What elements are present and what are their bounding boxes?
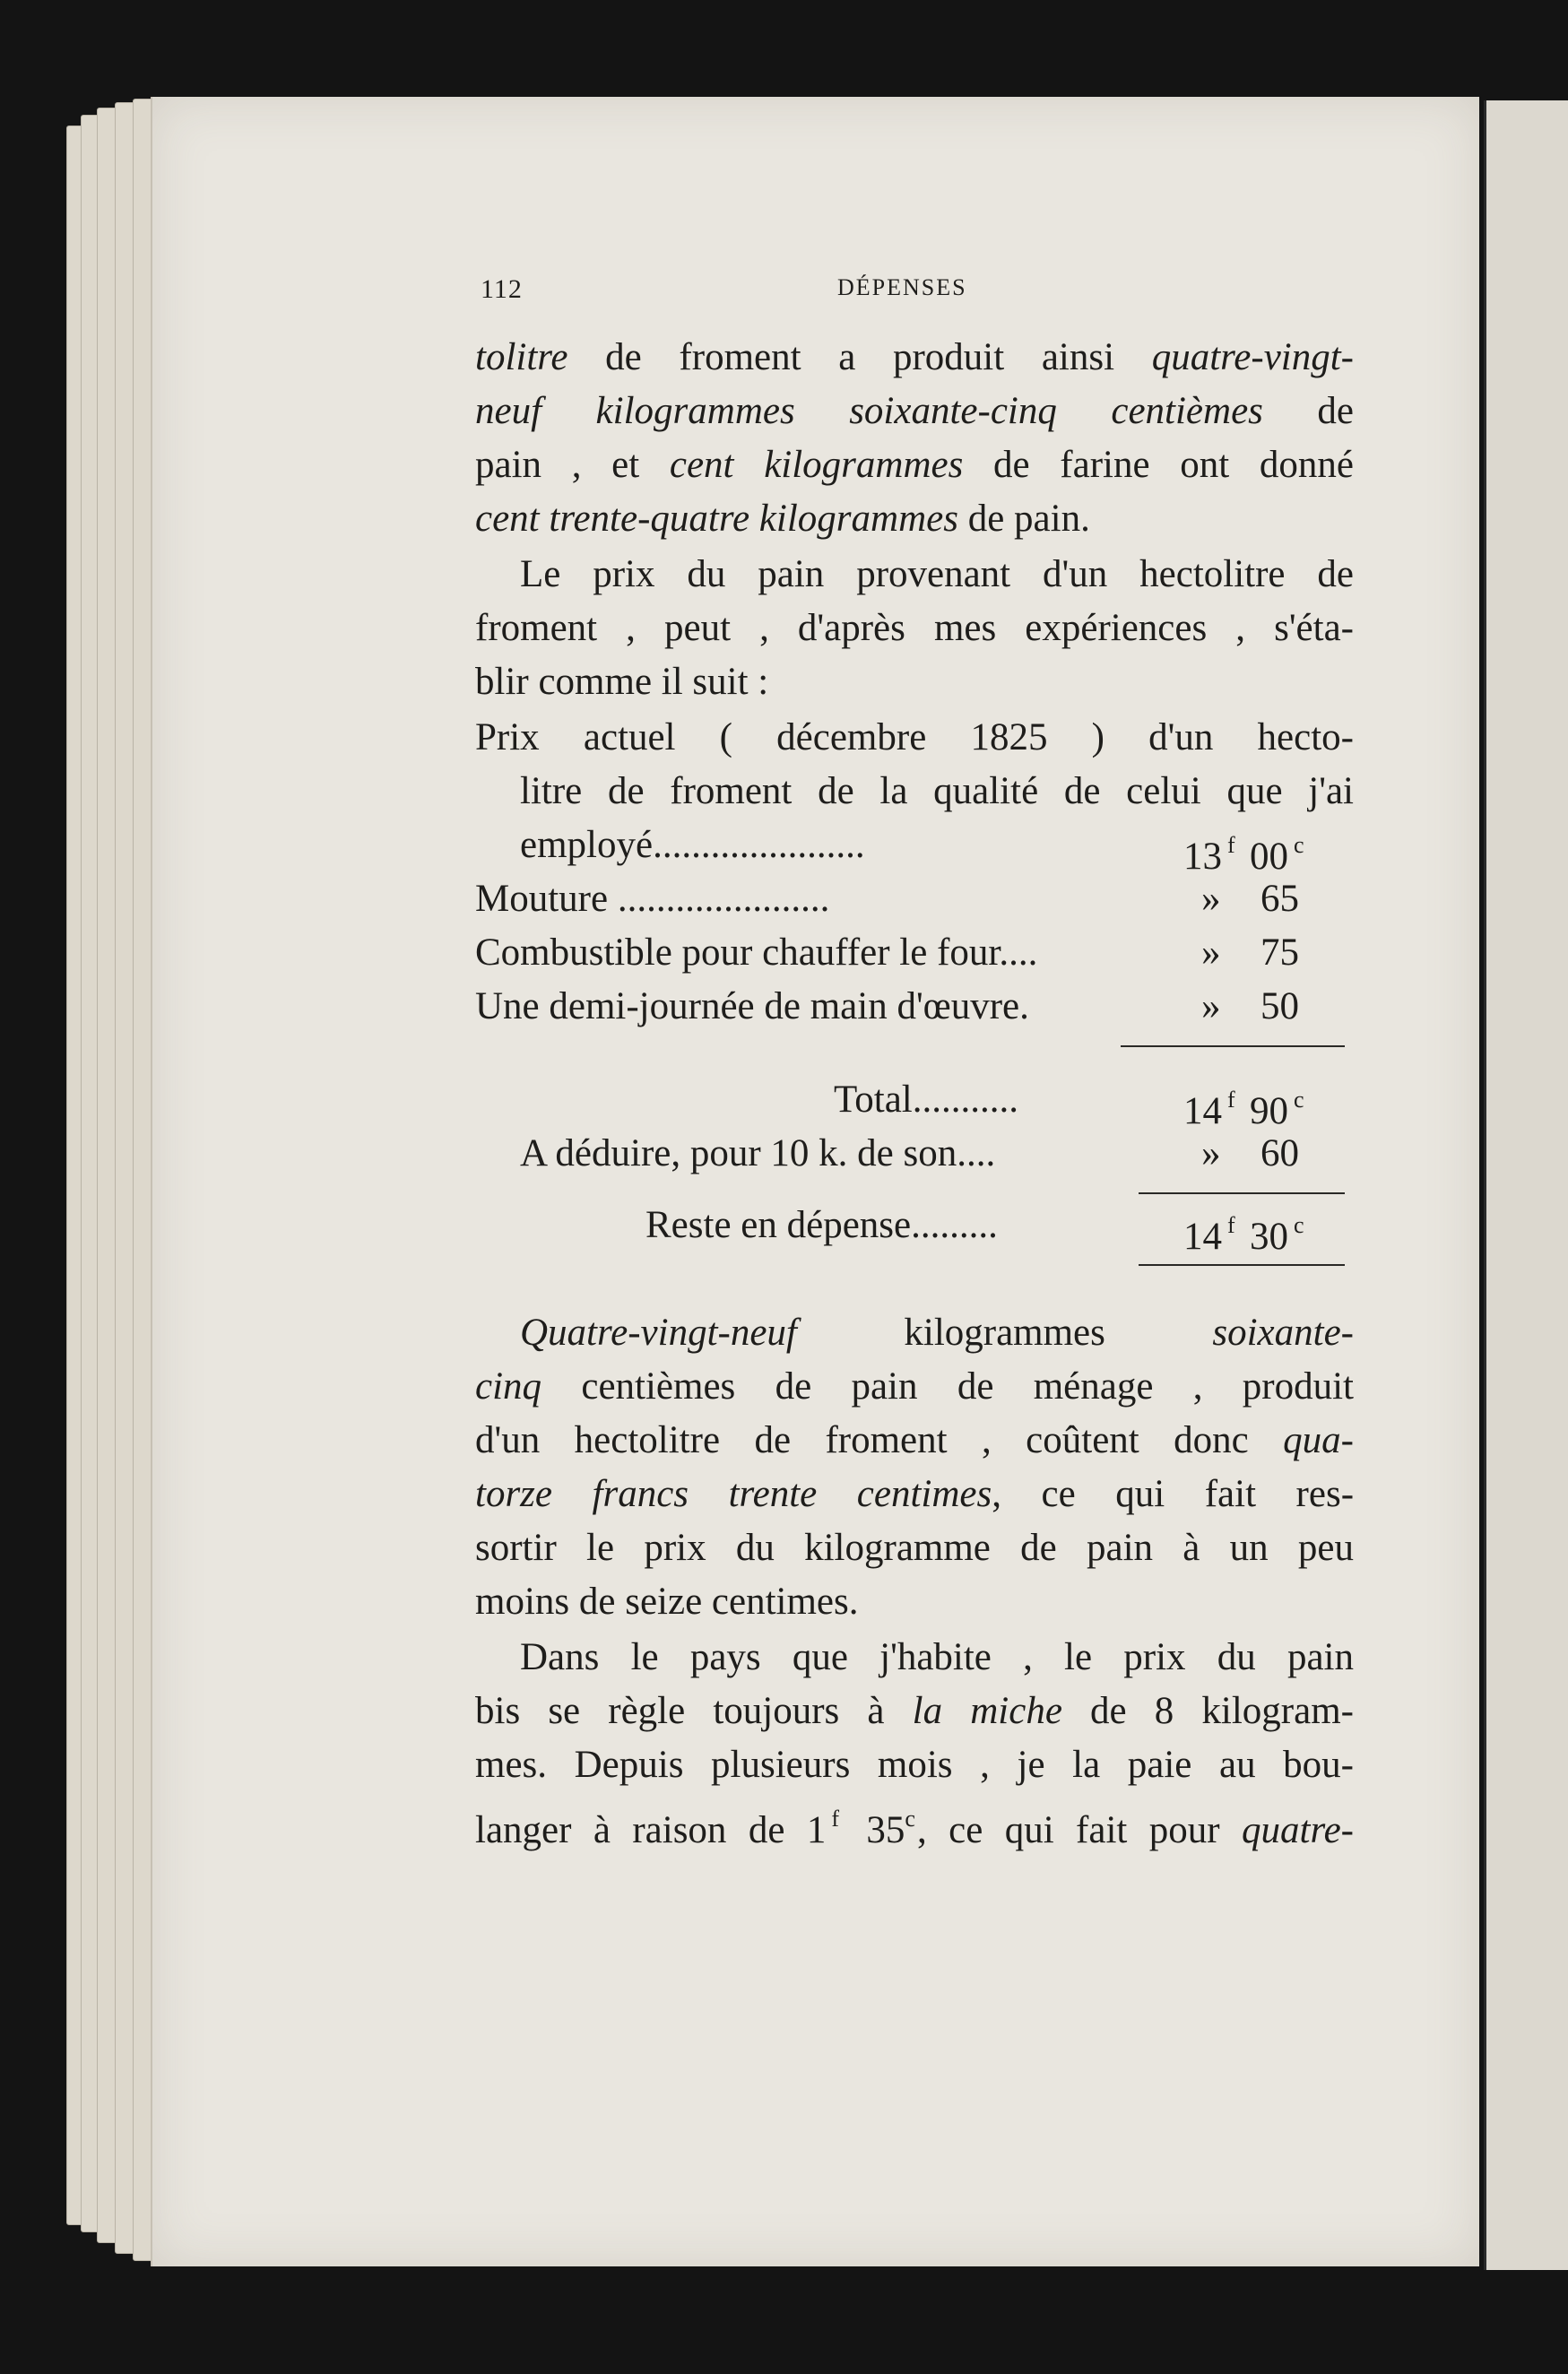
sum-rule bbox=[1121, 1045, 1345, 1047]
text-line: moins de seize centimes. bbox=[475, 1581, 859, 1623]
text-line: tolitre de froment a produit ainsi quatre-vingt- bbox=[475, 336, 1354, 378]
text-line: neuf kilogrammes soixante-cinq centièmes de bbox=[475, 390, 1354, 432]
text-line: froment , peut , d'après mes expériences , s'éta- bbox=[475, 607, 1354, 649]
text-line: bis se règle toujours à la miche de 8 kilogram- bbox=[475, 1690, 1354, 1732]
table-intro-line: Prix actuel ( décembre 1825 ) d'un hecto- bbox=[475, 716, 1354, 758]
deduct-row: A déduire, pour 10 k. de son.... » 60 bbox=[520, 1132, 1299, 1174]
sum-rule bbox=[1139, 1192, 1345, 1194]
running-header bbox=[475, 269, 1354, 314]
table-row: employé...................... 13 $^f$ 00 $^c$ bbox=[520, 824, 1304, 878]
running-title: DÉPENSES bbox=[837, 274, 967, 300]
facing-page-edge bbox=[1484, 100, 1568, 2270]
text-line: cent trente-quatre kilogrammes de pain. bbox=[475, 498, 1090, 540]
table-row: Combustible pour chauffer le four.... » 75 bbox=[475, 931, 1299, 974]
text-line: cinq centièmes de pain de ménage , produit bbox=[475, 1365, 1354, 1408]
text-line: mes. Depuis plusieurs mois , je la paie au bou- bbox=[475, 1744, 1354, 1786]
table-intro-line: litre de froment de la qualité de celui que j'ai bbox=[520, 770, 1354, 812]
table-row: Mouture ...................... » 65 bbox=[475, 878, 1299, 920]
text-line: Quatre-vingt-neuf kilogrammes soixante- bbox=[520, 1312, 1354, 1354]
text-line: langer à raison de 1 $^f$ 35$^c$, ce qui fait pour quatre- bbox=[475, 1806, 1354, 1851]
remaining-row: Reste en dépense......... 14 $^f$ 30 $^c$ bbox=[645, 1204, 1304, 1258]
text-line: Dans le pays que j'habite , le prix du pain bbox=[520, 1636, 1354, 1678]
page-number: 112 bbox=[481, 274, 523, 304]
text-line: torze francs trente centimes, ce qui fait res- bbox=[475, 1473, 1355, 1515]
table-row: Une demi-journée de main d'œuvre. » 50 bbox=[475, 985, 1299, 1027]
text-line: d'un hectolitre de froment , coûtent donc qua- bbox=[475, 1419, 1354, 1461]
text-line: Le prix du pain provenant d'un hectolitre de bbox=[520, 553, 1354, 595]
text-line: sortir le prix du kilogramme de pain à un peu bbox=[475, 1527, 1354, 1569]
total-row: Total........... 14 $^f$ 90 $^c$ bbox=[834, 1079, 1304, 1132]
text-line: blir comme il suit : bbox=[475, 661, 769, 703]
sum-rule bbox=[1139, 1264, 1345, 1266]
text-line: pain , et cent kilogrammes de farine ont donné bbox=[475, 444, 1354, 486]
